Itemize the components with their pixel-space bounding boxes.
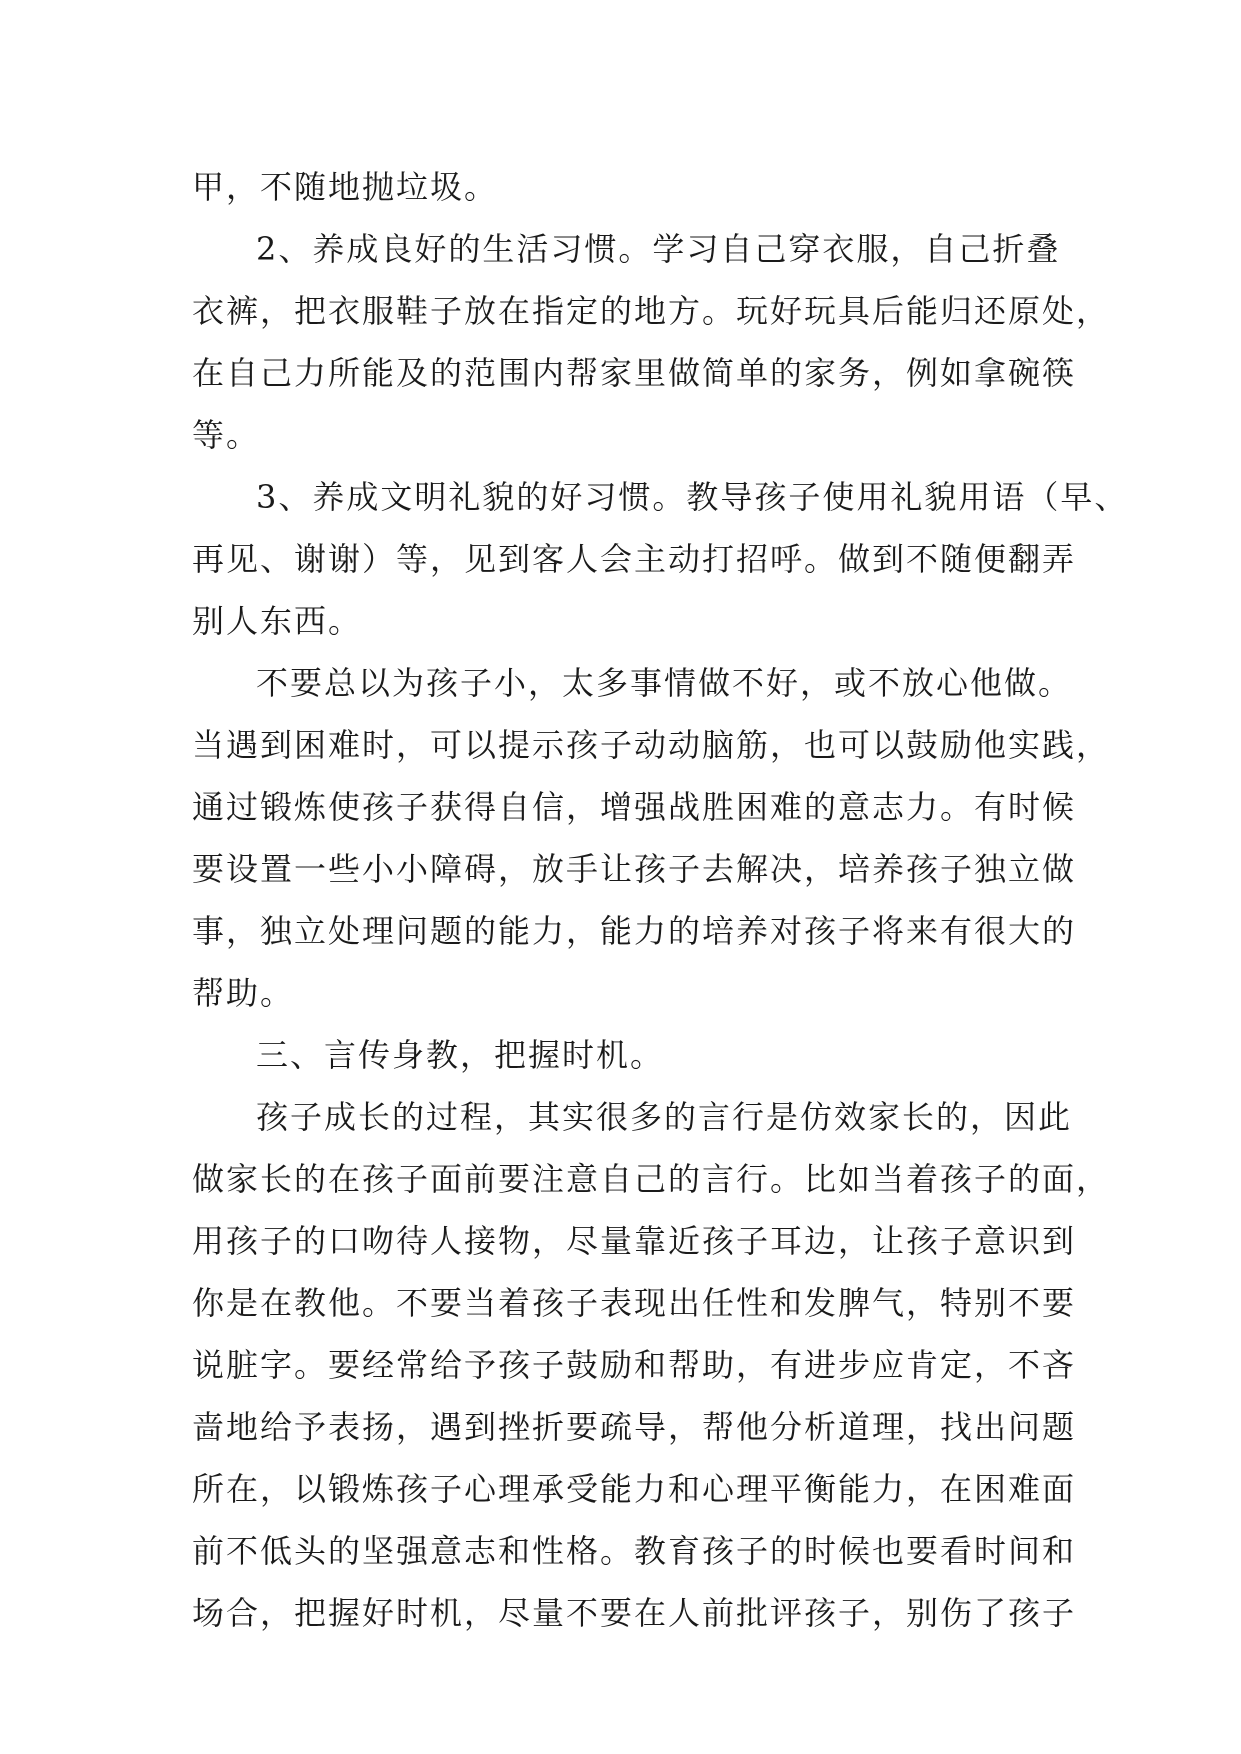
text-line: 说脏字。要经常给予孩子鼓励和帮助，有进步应肯定，不吝 xyxy=(192,1346,1077,1384)
text-line: 场合，把握好时机，尽量不要在人前批评孩子，别伤了孩子 xyxy=(192,1594,1077,1632)
text-line: 所在，以锻炼孩子心理承受能力和心理平衡能力，在困难面 xyxy=(192,1470,1077,1508)
text-line: 你是在教他。不要当着孩子表现出任性和发脾气，特别不要 xyxy=(192,1284,1077,1322)
text-line: 啬地给予表扬，遇到挫折要疏导，帮他分析道理，找出问题 xyxy=(192,1408,1077,1446)
paragraph-start-line: 孩子成长的过程，其实很多的言行是仿效家长的，因此 xyxy=(256,1098,1073,1136)
text-line: 前不低头的坚强意志和性格。教育孩子的时候也要看时间和 xyxy=(192,1532,1077,1570)
paragraph-start-line: 3、养成文明礼貌的好习惯。教导孩子使用礼貌用语（早、 xyxy=(256,478,1129,516)
paragraph-start-line: 2、养成良好的生活习惯。学习自己穿衣服，自己折叠 xyxy=(256,230,1061,268)
text-line: 衣裤，把衣服鞋子放在指定的地方。玩好玩具后能归还原处， xyxy=(192,292,1111,330)
section-heading: 三、言传身教，把握时机。 xyxy=(256,1036,665,1074)
text-line: 当遇到困难时，可以提示孩子动动脑筋，也可以鼓励他实践， xyxy=(192,726,1111,764)
text-line: 通过锻炼使孩子获得自信，增强战胜困难的意志力。有时候 xyxy=(192,788,1077,826)
text-line: 甲，不随地抛垃圾。 xyxy=(192,168,499,206)
text-line: 要设置一些小小障碍，放手让孩子去解决，培养孩子独立做 xyxy=(192,850,1077,888)
text-line: 帮助。 xyxy=(192,974,295,1012)
text-line: 别人东西。 xyxy=(192,602,363,640)
paragraph-start-line: 不要总以为孩子小，太多事情做不好，或不放心他做。 xyxy=(256,664,1073,702)
text-line: 事，独立处理问题的能力，能力的培养对孩子将来有很大的 xyxy=(192,912,1077,950)
text-line: 用孩子的口吻待人接物，尽量靠近孩子耳边，让孩子意识到 xyxy=(192,1222,1077,1260)
text-line: 在自己力所能及的范围内帮家里做简单的家务，例如拿碗筷 xyxy=(192,354,1077,392)
text-line: 等。 xyxy=(192,416,261,454)
text-line: 再见、谢谢）等，见到客人会主动打招呼。做到不随便翻弄 xyxy=(192,540,1077,578)
text-line: 做家长的在孩子面前要注意自己的言行。比如当着孩子的面， xyxy=(192,1160,1111,1198)
body-text xyxy=(192,156,1129,1644)
